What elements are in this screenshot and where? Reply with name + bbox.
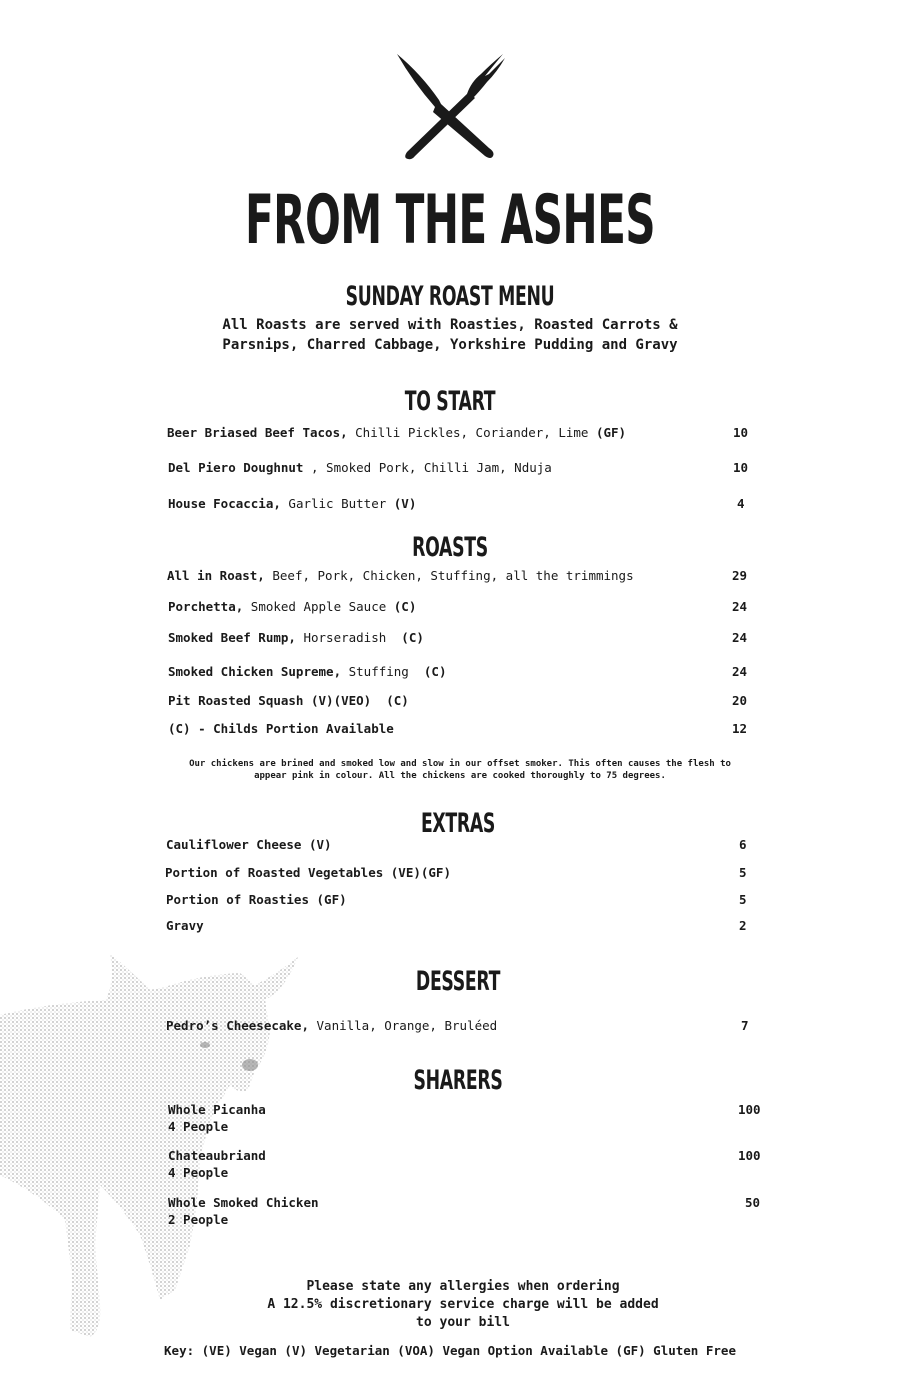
sharer-item: Whole Picanha 4 People xyxy=(168,1102,266,1134)
served-with-text: All Roasts are served with Roasties, Roasted Carrots & Parsnips, Charred Cabbage, Yorkshire Pudding and Gravy xyxy=(222,317,678,353)
menu-item-price: 4 xyxy=(737,496,745,511)
menu-item: House Focaccia, Garlic Butter (V) xyxy=(168,496,417,511)
menu-item: Pedro’s Cheesecake, Vanilla, Orange, Bruléed xyxy=(166,1018,498,1033)
brand-title: FROM THE ASHES xyxy=(244,181,656,260)
menu-item-price: 24 xyxy=(732,630,748,645)
menu-item-price: 10 xyxy=(733,425,749,440)
menu-item: Gravy xyxy=(166,918,204,933)
menu-item: Smoked Beef Rump, Horseradish (C) xyxy=(168,630,424,645)
menu-item: Portion of Roasties (GF) xyxy=(166,892,347,907)
menu-item: Smoked Chicken Supreme, Stuffing (C) xyxy=(168,664,447,679)
menu-item-price: 7 xyxy=(741,1018,749,1033)
section-title-sharers: SHARERS xyxy=(413,1065,503,1096)
section-title-extras: EXTRAS xyxy=(420,808,496,839)
sharer-price: 100 xyxy=(738,1148,761,1163)
section-title-dessert: DESSERT xyxy=(415,966,501,997)
sharer-price: 50 xyxy=(745,1195,761,1210)
menu-item: Portion of Roasted Vegetables (VE)(GF) xyxy=(165,865,451,880)
chicken-note: Our chickens are brined and smoked low and slow in our offset smoker. This often causes the flesh to appear pink in colour. All the chickens are cooked thoroughly to 75 degrees. xyxy=(189,759,731,781)
menu-item-price: 2 xyxy=(739,918,747,933)
menu-item-price: 6 xyxy=(739,837,747,852)
sharer-item: Whole Smoked Chicken 2 People xyxy=(168,1195,319,1227)
sharer-item: Chateaubriand 4 People xyxy=(168,1148,266,1180)
menu-item-price: 24 xyxy=(732,599,748,614)
menu-item-price: 10 xyxy=(733,460,749,475)
menu-item-price: 12 xyxy=(732,721,748,736)
menu-item-price: 5 xyxy=(739,892,747,907)
menu-item-price: 20 xyxy=(732,693,748,708)
section-title-roasts: ROASTS xyxy=(412,532,488,563)
menu-title: SUNDAY ROAST MENU xyxy=(345,281,555,312)
menu-item-price: 24 xyxy=(732,664,748,679)
knife-fork-icon xyxy=(393,52,508,162)
section-title-to-start: TO START xyxy=(404,386,496,417)
dietary-key: Key: (VE) Vegan (V) Vegetarian (VOA) Vegan Option Available (GF) Gluten Free xyxy=(164,1343,736,1358)
sharer-price: 100 xyxy=(738,1102,761,1117)
menu-item: (C) - Childs Portion Available xyxy=(168,721,394,736)
menu-item: All in Roast, Beef, Pork, Chicken, Stuffing, all the trimmings xyxy=(167,568,634,583)
menu-item-price: 5 xyxy=(739,865,747,880)
allergy-notice: Please state any allergies when ordering A 12.5% discretionary service charge will be added to your bill xyxy=(267,1279,659,1330)
menu-item: Beer Briased Beef Tacos, Chilli Pickles, Coriander, Lime (GF) xyxy=(167,425,627,440)
menu-item-price: 29 xyxy=(732,568,748,583)
menu-item: Pit Roasted Squash (V)(VEO) (C) xyxy=(168,693,409,708)
menu-item: Cauliflower Cheese (V) xyxy=(166,837,332,852)
menu-item: Del Piero Doughnut , Smoked Pork, Chilli Jam, Nduja xyxy=(168,460,552,475)
menu-item: Porchetta, Smoked Apple Sauce (C) xyxy=(168,599,417,614)
